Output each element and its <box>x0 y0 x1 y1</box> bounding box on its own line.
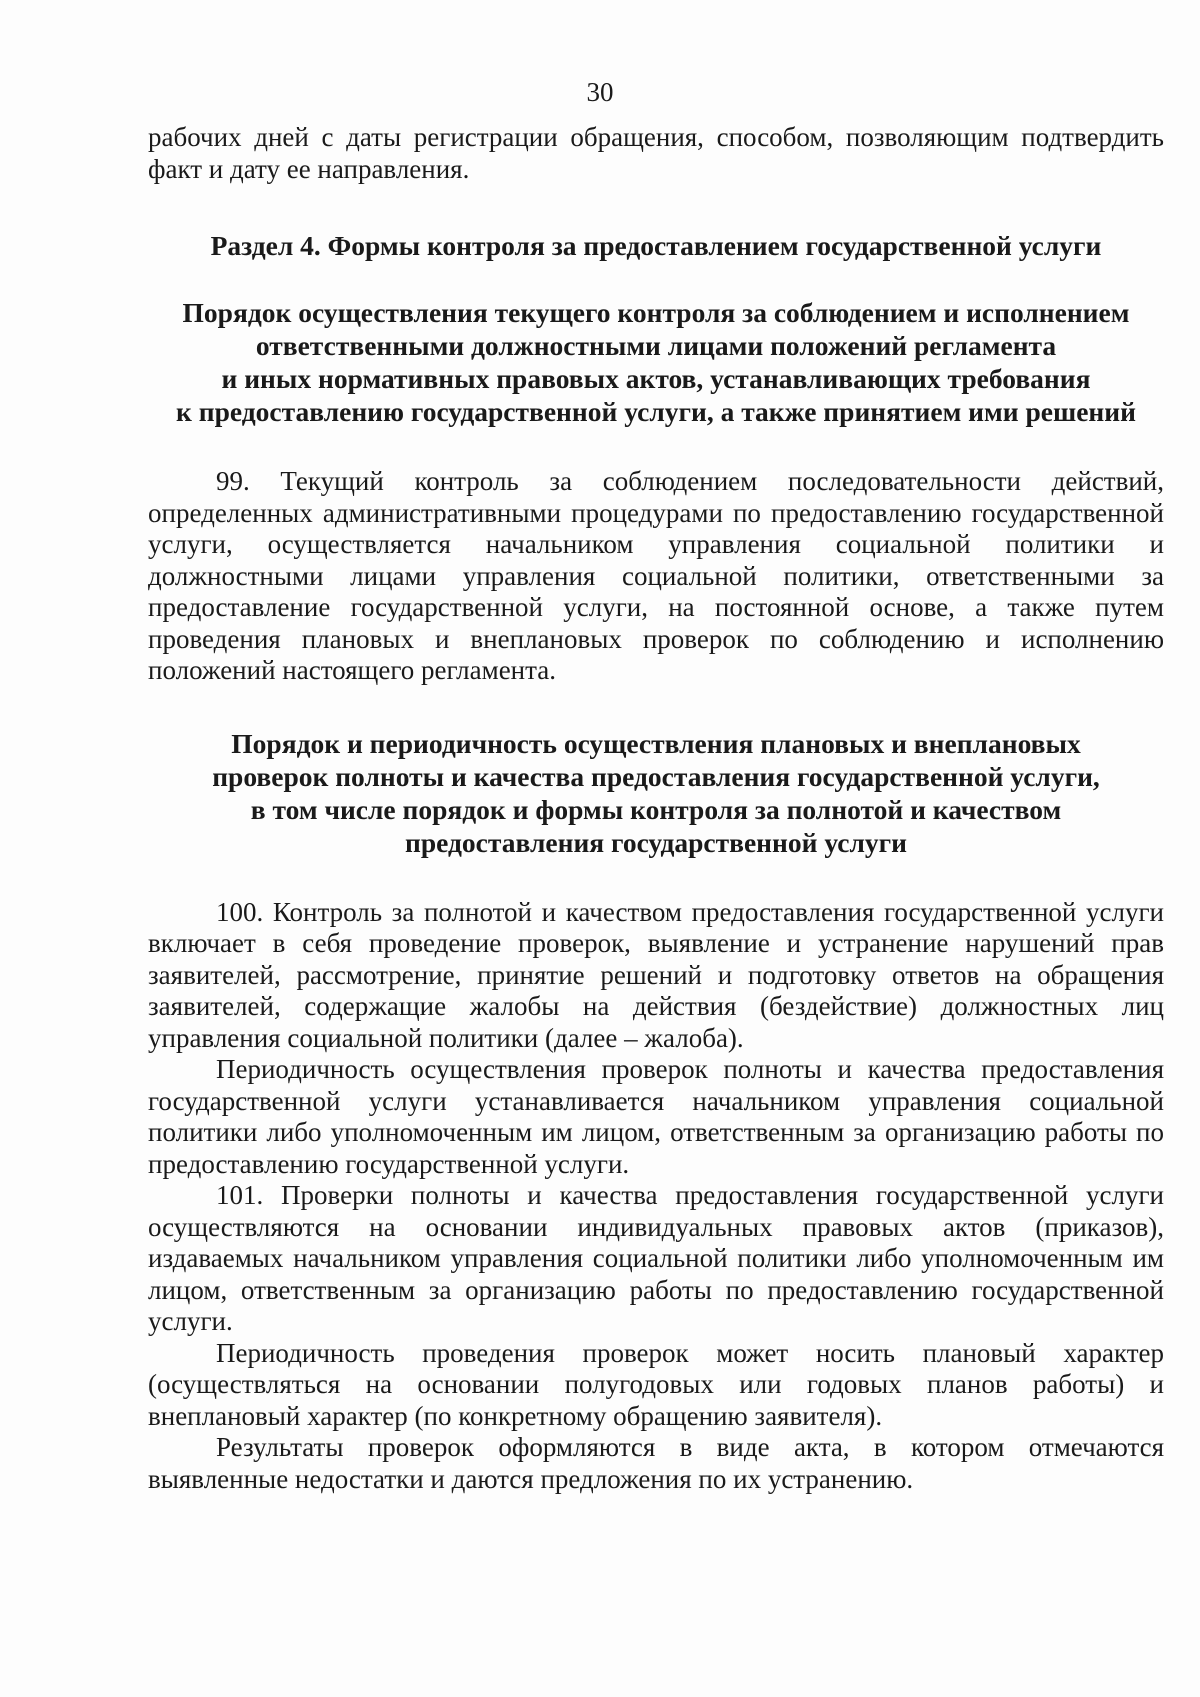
paragraph-99: 99. Текущий контроль за соблюдением последовательности действий, определенных административными процедурами по предоставлению государственной услуги, осуществляется начальником управления социальной политики и должностными лицами управления социальной политики, ответственными за предоставление государственной услуги, на постоянной основе, а также путем проведения плановых и внеплановых проверок по соблюдению и исполнению положений настоящего регламента. <box>148 466 1164 685</box>
section-title: Раздел 4. Формы контроля за предоставлением государственной услуги <box>210 230 1102 261</box>
page-content <box>148 122 1164 1495</box>
heading-line: ответственными должностными лицами положений регламента <box>255 330 1057 361</box>
paragraph-101: 101. Проверки полноты и качества предоставления государственной услуги осуществляются на основании индивидуальных правовых актов (приказов), издаваемых начальником управления социальной политики либо уполномоченным им лицом, ответственным за организацию работы по предоставлению государственной услуги. <box>148 1180 1164 1336</box>
heading-line: Порядок и периодичность осуществления плановых и внеплановых <box>231 727 1081 759</box>
heading-line: Порядок осуществления текущего контроля за соблюдением и исполнением <box>182 297 1130 328</box>
intro-paragraph: рабочих дней с даты регистрации обращения, способом, позволяющим подтвердить факт и дату ее направления. <box>148 122 1164 184</box>
heading-line: в том числе порядок и формы контроля за полнотой и качеством <box>250 793 1062 825</box>
heading-line: и иных нормативных правовых актов, устанавливающих требования <box>221 363 1091 394</box>
heading-line: предоставления государственной услуги <box>405 826 907 858</box>
paragraph-100-periodicity: Периодичность осуществления проверок полноты и качества предоставления государственной услуги устанавливается начальником управления социальной политики либо уполномоченным им лицом, ответственным за организацию работы по предоставлению государственной услуги. <box>148 1054 1164 1179</box>
heading-line: проверок полноты и качества предоставления государственной услуги, <box>212 760 1100 792</box>
paragraph-101-periodicity: Периодичность проведения проверок может носить плановый характер (осуществляться на основании полугодовых или годовых планов работы) и внеплановый характер (по конкретному обращению заявителя). <box>148 1337 1164 1431</box>
paragraph-101-results: Результаты проверок оформляются в виде акта, в котором отмечаются выявленные недостатки и даются предложения по их устранению. <box>148 1432 1164 1494</box>
page-number: 30 <box>586 77 614 107</box>
heading-current-control <box>148 296 1164 428</box>
heading-line: к предоставлению государственной услуги, а также принятием ими решений <box>176 396 1136 427</box>
paragraph-100: 100. Контроль за полнотой и качеством предоставления государственной услуги включает в себя проведение проверок, выявление и устранение нарушений прав заявителей, рассмотрение, принятие решений и подготовку ответов на обращения заявителей, содержащие жалобы на действия (бездействие) должностных лиц управления социальной политики (далее – жалоба). <box>148 896 1164 1053</box>
heading-periodic-checks <box>148 727 1164 859</box>
